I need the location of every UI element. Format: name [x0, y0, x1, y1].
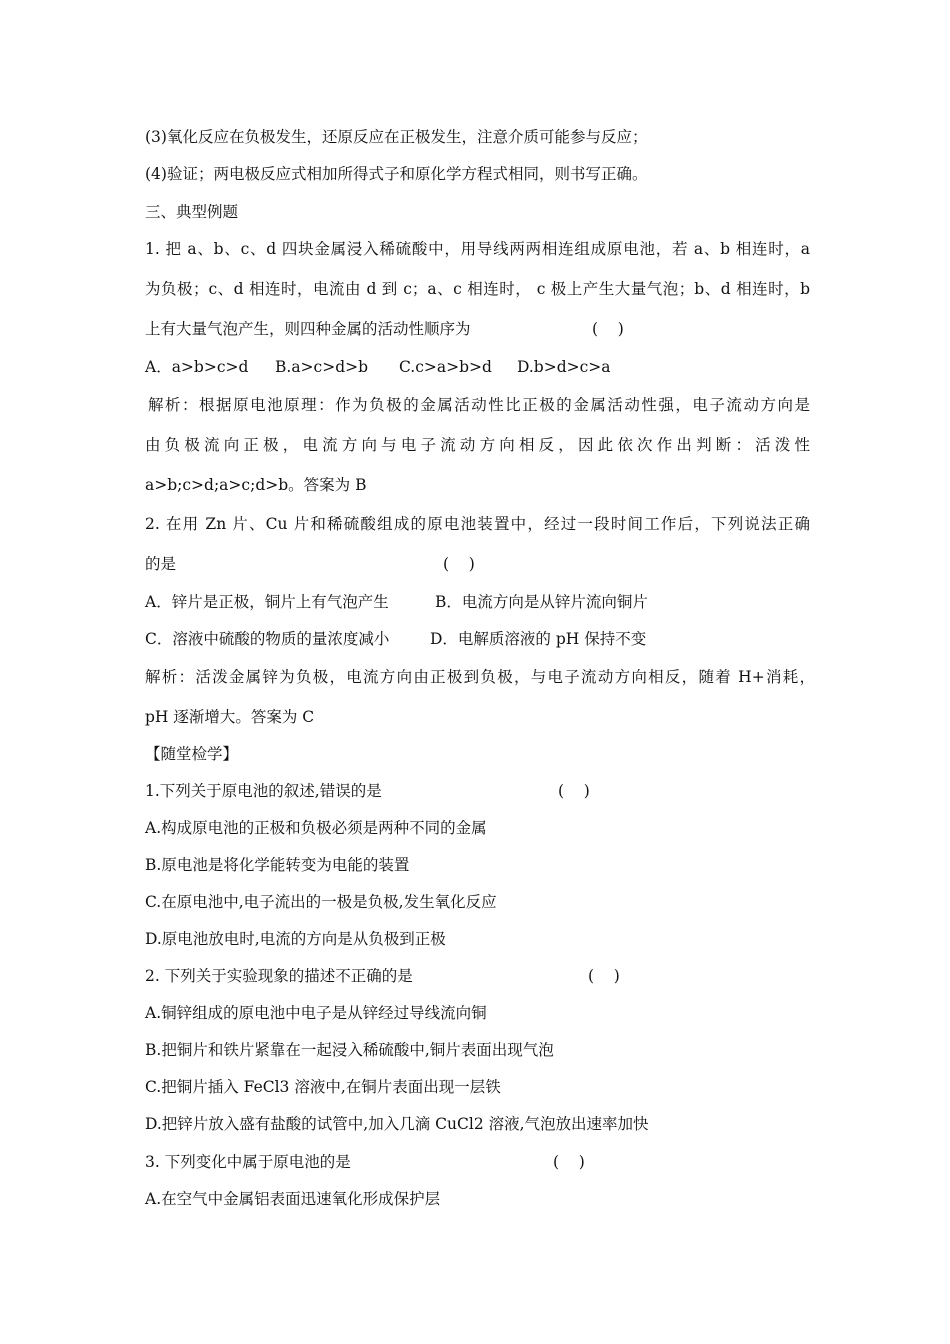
text-line: (3)氧化反应在负极发生，还原反应在正极发生，注意介质可能参与反应；: [145, 128, 648, 146]
option-c: C.在原电池中,电子流出的一极是负极,发生氧化反应: [145, 893, 497, 911]
answer-blank: ( ): [588, 967, 620, 985]
section-heading: 三、典型例题: [145, 203, 239, 221]
question-1-stem: 1. 把 a、b、c、d 四块金属浸入稀硫酸中，用导线两两相连组成原电池，若 a、b 相连时，a: [145, 240, 810, 258]
practice-question-2: 2. 下列关于实验现象的描述不正确的是: [145, 967, 413, 985]
option-b: B．电流方向是从锌片流向铜片: [435, 593, 648, 611]
section-heading: 【随堂检学】: [145, 745, 239, 763]
question-1-options: [145, 357, 611, 377]
question-2-options: [145, 592, 648, 612]
option-d: D.b>d>c>a: [517, 358, 611, 376]
question-2-options: [145, 629, 646, 649]
option-b: B.原电池是将化学能转变为电能的装置: [145, 856, 410, 874]
answer-blank: ( ): [443, 555, 475, 573]
answer-blank: ( ): [592, 320, 624, 338]
option-a: A．a>b>c>d: [145, 358, 249, 376]
analysis-answer: a>b;c>d;a>c;d>b。答案为 B: [145, 476, 367, 494]
option-b: B.把铜片和铁片紧靠在一起浸入稀硫酸中,铜片表面出现气泡: [145, 1041, 554, 1059]
question-2-stem: 的是: [145, 555, 177, 573]
question-1-stem: 上有大量气泡产生，则四种金属的活动性顺序为: [145, 320, 471, 338]
option-d: D．电解质溶液的 pH 保持不变: [430, 630, 647, 648]
option-d: D.把锌片放入盛有盐酸的试管中,加入几滴 CuCl2 溶液,气泡放出速率加快: [145, 1115, 649, 1133]
analysis-answer: pH 逐渐增大。答案为 C: [145, 708, 315, 726]
text-line: (4)验证；两电极反应式相加所得式子和原化学方程式相同，则书写正确。: [145, 165, 648, 183]
answer-blank: ( ): [558, 782, 590, 800]
question-2-stem: 2. 在用 Zn 片、Cu 片和稀硫酸组成的原电池装置中，经过一段时间工作后，下列说法正确: [145, 515, 810, 533]
practice-question-3: 3. 下列变化中属于原电池的是: [145, 1153, 351, 1171]
option-a: A.铜锌组成的原电池中电子是从锌经过导线流向铜: [145, 1004, 487, 1022]
answer-blank: ( ): [553, 1153, 585, 1171]
option-c: C．溶液中硫酸的物质的量浓度减小: [145, 630, 390, 648]
option-a: A.构成原电池的正极和负极必须是两种不同的金属: [145, 819, 487, 837]
analysis-text: 解析：活泼金属锌为负极，电流方向由正极到负极，与电子流动方向相反，随着 H+消耗，: [145, 668, 815, 686]
analysis-text: 解析：根据原电池原理：作为负极的金属活动性比正极的金属活动性强，电子流动方向是: [148, 396, 810, 414]
question-1-stem: 为负极；c、d 相连时，电流由 d 到 c；a、c 相连时， c 极上产生大量气泡；b、d 相连时，b: [145, 280, 810, 298]
analysis-text: 由负极流向正极，电流方向与电子流动方向相反，因此依次作出判断：活泼性: [145, 436, 810, 454]
option-d: D.原电池放电时,电流的方向是从负极到正极: [145, 930, 446, 948]
option-c: C.c>a>b>d: [399, 358, 492, 376]
option-c: C.把铜片插入 FeCl3 溶液中,在铜片表面出现一层铁: [145, 1078, 501, 1096]
option-a: A．锌片是正极，铜片上有气泡产生: [145, 593, 389, 611]
option-a: A.在空气中金属铝表面迅速氧化形成保护层: [145, 1190, 441, 1208]
option-b: B.a>c>d>b: [275, 358, 369, 376]
practice-question-1: 1.下列关于原电池的叙述,错误的是: [145, 782, 382, 800]
